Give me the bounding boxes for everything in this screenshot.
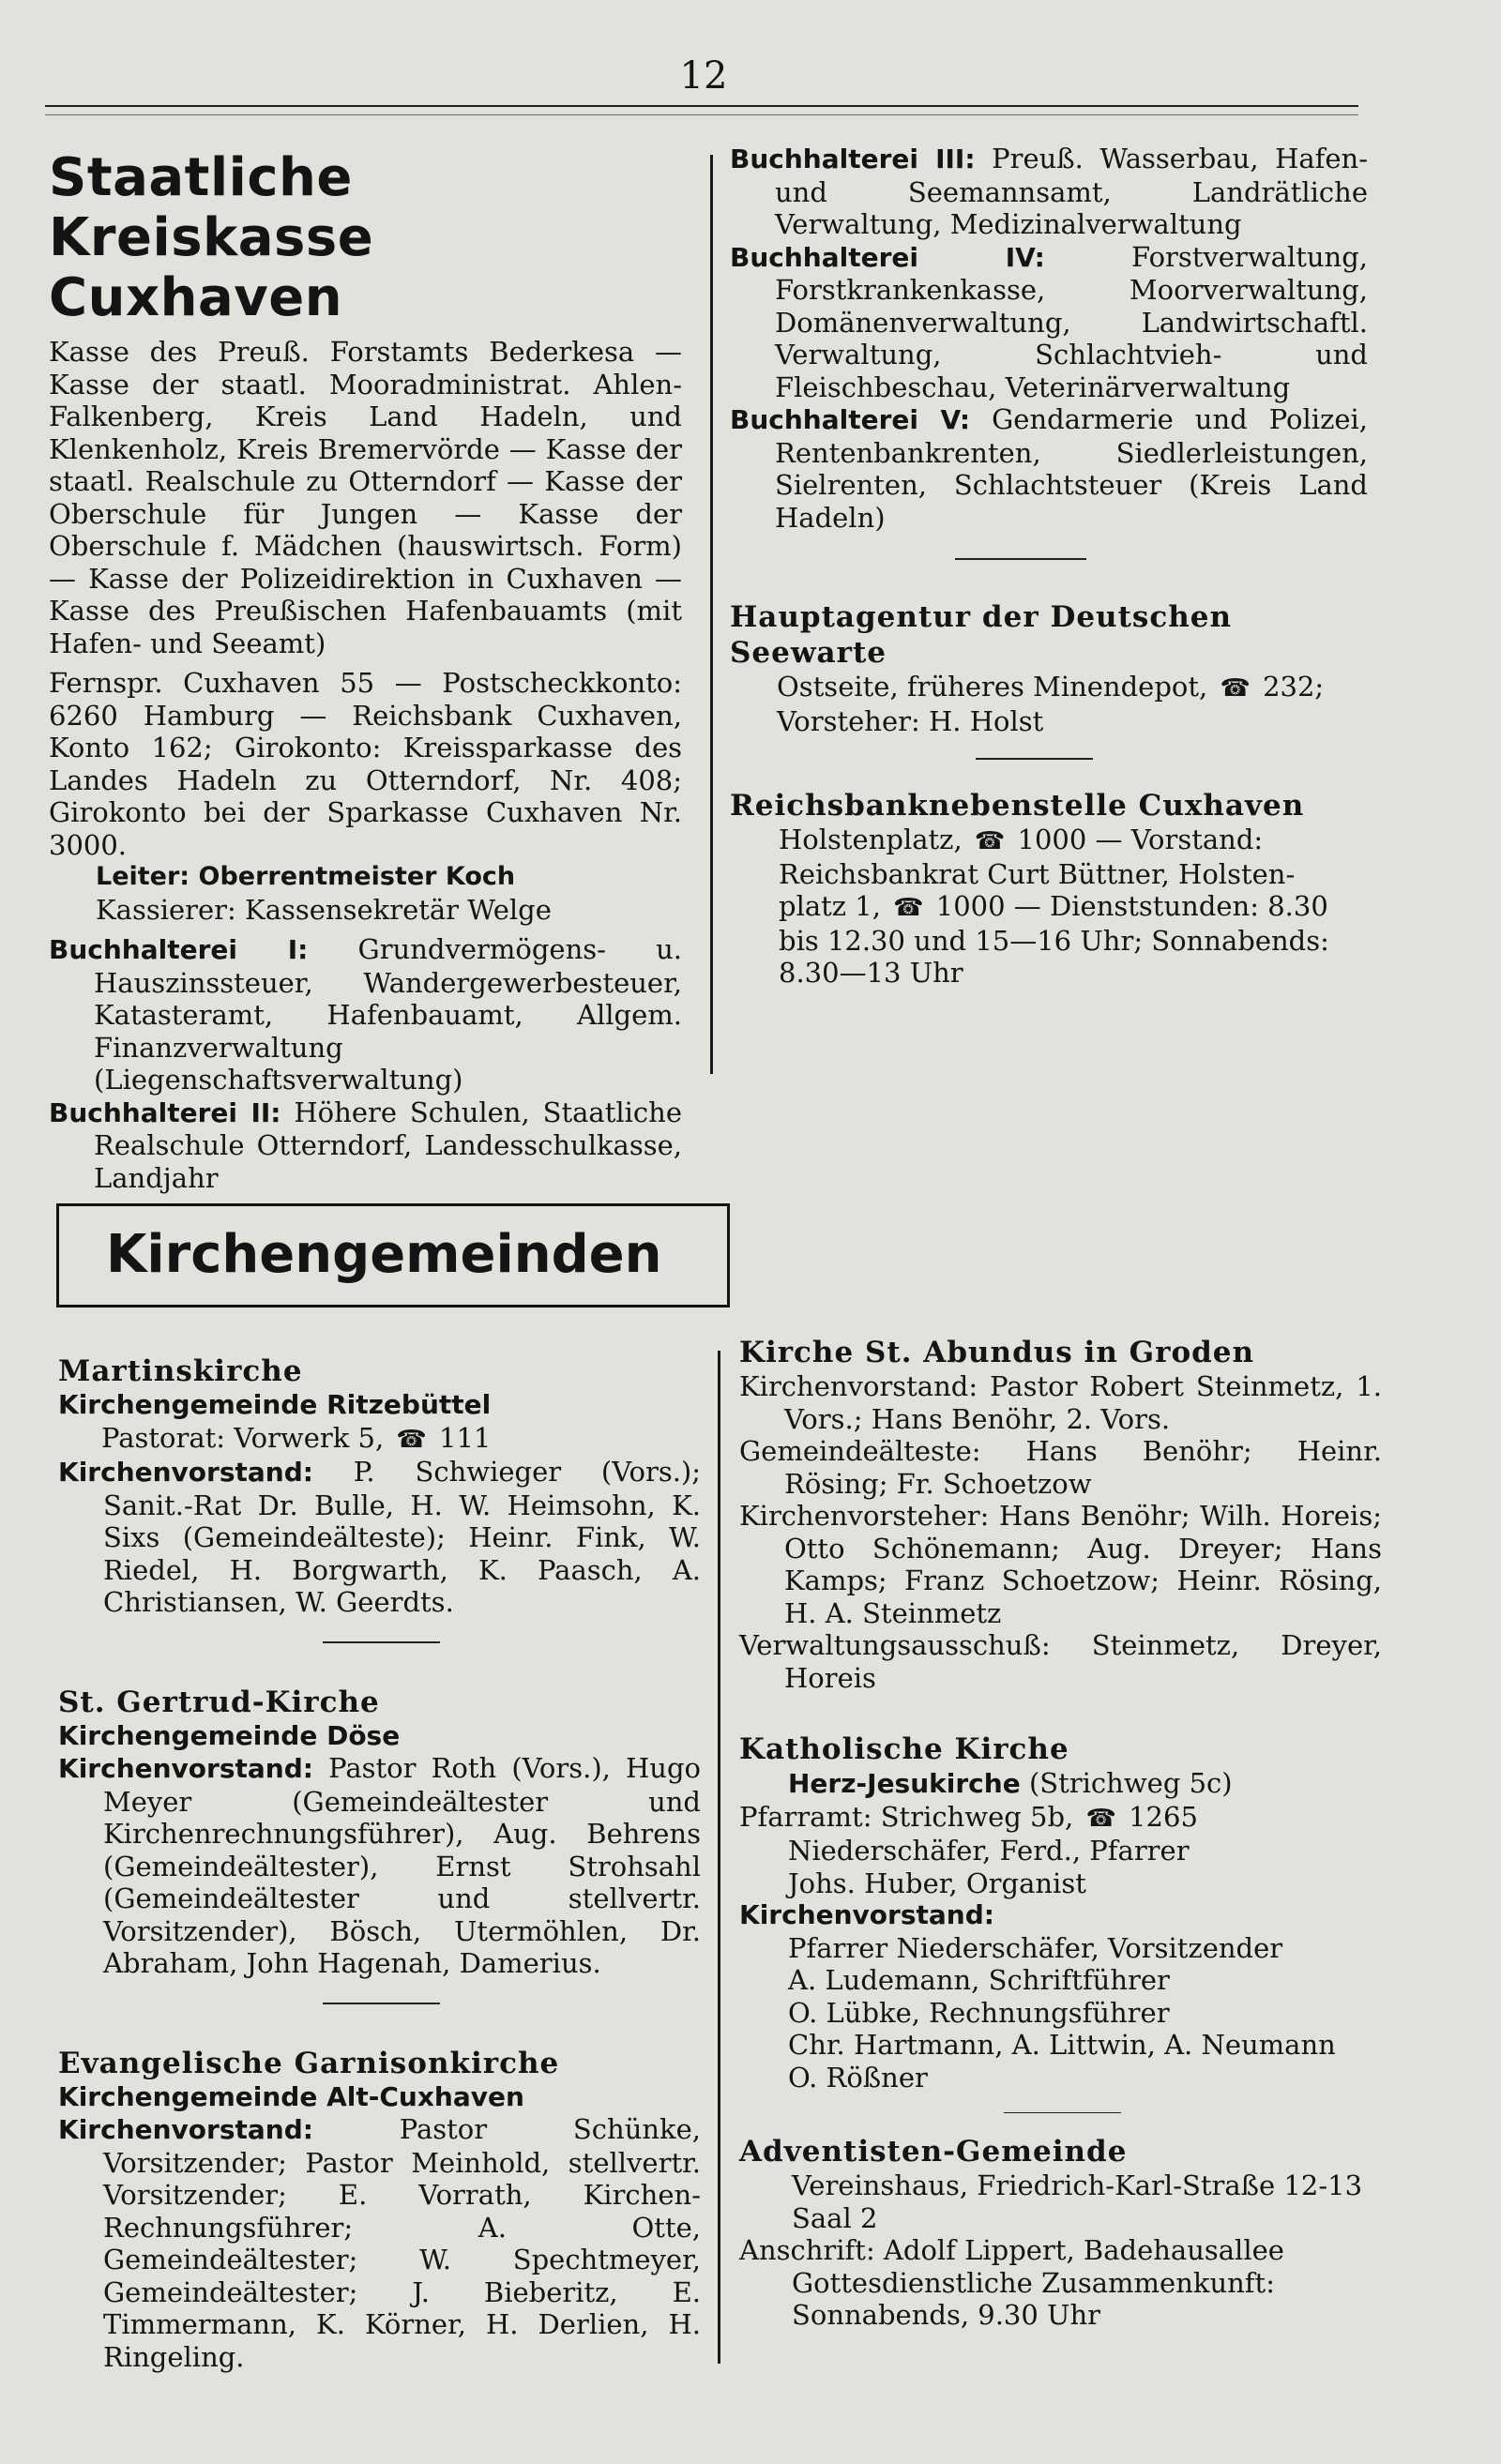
- churches-right: [739, 1335, 1382, 2332]
- reichsbank-address: Holstenplatz,: [779, 824, 963, 855]
- page-number: 12: [679, 54, 728, 98]
- katholisch-title: Katholische Kirche: [739, 1732, 1069, 1766]
- buchhalterei-1-label: Buchhalterei I:: [49, 934, 309, 965]
- seewarte-line2: Vorsteher: H. Holst: [777, 704, 1044, 737]
- telephone-icon: ☎: [974, 827, 1006, 855]
- advent-line2: Saal 2: [792, 2201, 878, 2234]
- kreiskasse-intro: Kasse des Preuß. Forstamts Bederkesa — Kasse der staatl. Mooradministrat. Ahlen-Falkenberg, Kreis Land Hadeln, und Klenkenholz, Kreis Bremervörde — Kasse der staatl. Realschule zu Otterndorf — Kasse der Oberschule für Jungen — Kasse der Oberschule f. Mädchen (hauswirtsch. Form) — Kasse der Polizeidirektion in Cuxhaven — Kasse des Preußischen Hafenbauamts (mit Hafen- und Seeamt): [49, 336, 682, 659]
- martinskirche-gemeinde: Kirchengemeinde Ritzebüttel: [58, 1389, 492, 1420]
- garnison-vorstand-text: Pastor Schünke, Vorsitzender; Pastor Meinhold, stellvertr. Vorsitzender; E. Vorrath, Kirchen-Rechnungsführer; A. Otte, Gemeindeältester; W. Spechtmeyer, Gemeindeältester; J. Bieberitz, E. Timmermann, K. Körner, H. Derlien, H. Ringeling.: [103, 2113, 701, 2373]
- header-rule: [45, 105, 1358, 107]
- seewarte-title: Hauptagentur der Deutschen Seewarte: [730, 600, 1233, 670]
- martinskirche-vorstand-text: P. Schwieger (Vors.); Sanit.-Rat Dr. Bulle, H. W. Heimsohn, K. Sixs (Gemeindeälteste); Heinr. Fink, W. Riedel, H. Borgwarth, K. Paasch, A. Christiansen, W. Geerdts.: [103, 1456, 702, 1618]
- martinskirche-vorstand: [58, 1456, 701, 1619]
- katholisch-pfarrer: Niederschäfer, Ferd., Pfarrer: [788, 1835, 1190, 1867]
- abundus-vorstand: Kirchenvorstand: Pastor Robert Steinmetz, 1. Vors.; Hans Benöhr, 2. Vors.: [739, 1370, 1382, 1435]
- reichsbank-title: Reichsbanknebenstelle Cuxhaven: [730, 789, 1305, 823]
- buchhalterei-3-text: Preuß. Wasserbau, Hafen- und Seemannsamt, Landrätliche Verwaltung, Medizinalverwaltung: [775, 143, 1369, 240]
- katholisch-organist: Johs. Huber, Organist: [788, 1867, 1086, 1899]
- buchhalterei-2: [49, 1096, 682, 1195]
- reichsbank-phone-vorstand: 1000 — Vorstand:: [1017, 824, 1264, 855]
- buchhalterei-2-text: Höhere Schulen, Staatliche Realschule Otterndorf, Landesschulkasse, Landjahr: [94, 1096, 682, 1194]
- katholisch-pfarramt-address: Pfarramt: Strichweg 5b,: [739, 1800, 1074, 1833]
- katholisch-vorstand-label: Kirchenvorstand:: [739, 1899, 994, 1930]
- katholisch-sub: [739, 1767, 1382, 1801]
- katholisch-vorstand-2: A. Ludemann, Schriftführer: [788, 1964, 1170, 1996]
- advent-line4: Gottesdienstliche Zusammenkunft: Sonnabends, 9.30 Uhr: [792, 2266, 1275, 2331]
- katholisch-vorstand-5: O. Rößner: [788, 2061, 928, 2094]
- seewarte-phone: 232;: [1263, 671, 1325, 703]
- kreiskasse-contact: Fernspr. Cuxhaven 55 — Postscheckkonto: 6260 Hamburg — Reichsbank Cuxhaven, Konto 162; Girokonto: Kreissparkasse des Landes Hadeln zu Otterndorf, Nr. 408; Girokonto bei der Sparkasse Cuxhaven Nr. 3000.: [49, 667, 682, 861]
- telephone-icon: ☎: [1220, 674, 1251, 703]
- gertrud-gemeinde: Kirchengemeinde Döse: [58, 1719, 401, 1751]
- kreiskasse-section: [49, 148, 682, 1194]
- katholisch-vorstand-3: O. Lübke, Rechnungsführer: [788, 1996, 1170, 2029]
- header-rule-thin: [45, 114, 1358, 115]
- abundus-vorsteher: Kirchenvorsteher: Hans Benöhr; Wilh. Horeis; Otto Schönemann; Aug. Dreyer; Hans Kamps; Franz Schoetzow; Heinr. Rösing, H. A. Steinmetz: [739, 1500, 1382, 1629]
- buchhalterei-1-text: Grundvermögens- u. Hauszinssteuer, Wandergewerbesteuer, Katasteramt, Hafenbauamt, Allgem. Finanzverwaltung (Liegenschaftsverwaltung): [94, 933, 683, 1096]
- buchhalterei-4-label: Buchhalterei IV:: [730, 241, 1045, 273]
- telephone-icon: ☎: [893, 894, 924, 922]
- garnison-vorstand: [58, 2113, 701, 2373]
- telephone-icon: ☎: [1085, 1804, 1116, 1833]
- buchhalterei-4: [730, 241, 1368, 404]
- garnison-vorstand-label: Kirchenvorstand:: [58, 2114, 313, 2145]
- kirchengemeinden-box: [56, 1203, 730, 1308]
- gertrud-vorstand-text: Pastor Roth (Vors.), Hugo Meyer (Gemeindeältester und Kirchenrechnungsführer), Aug. Behrens (Gemeindeältester), Ernst Strohsahl (Gemeindeältester und stellvertr. Vorsitzender), Bösch, Utermöhlen, Dr. Abraham, John Hagenah, Damerius.: [103, 1752, 701, 1979]
- advent-line3: Anschrift: Adolf Lippert, Badehausallee: [739, 2234, 1284, 2266]
- gertrud-vorstand: [58, 1752, 701, 1980]
- column-divider-bottom: [718, 1351, 720, 2364]
- kreiskasse-leiter: Leiter: Oberrentmeister Koch: [96, 862, 516, 891]
- gertrud-title: St. Gertrud-Kirche: [58, 1685, 380, 1719]
- advent-title: Adventisten-Gemeinde: [739, 2135, 1128, 2169]
- katholisch-sub-name: Herz-Jesukirche: [788, 1768, 1021, 1799]
- garnison-title: Evangelische Garnisonkirche: [58, 2046, 560, 2080]
- buchhalterei-3-label: Buchhalterei III:: [730, 144, 976, 174]
- gertrud-vorstand-label: Kirchenvorstand:: [58, 1753, 313, 1784]
- buchhalterei-1: [49, 933, 682, 1096]
- katholisch-phone: 1265: [1129, 1800, 1198, 1833]
- reichsbank-address2: platz 1,: [779, 890, 881, 922]
- katholisch-pfarramt: [739, 1801, 1382, 1836]
- buchhalterei-4-text: Forstverwaltung, Forstkrankenkasse, Moorverwaltung, Domänenverwaltung, Landwirtschaftl. Verwaltung, Schlachtvieh- und Fleischbeschau, Veterinärverwaltung: [775, 240, 1369, 403]
- kirchengemeinden-title: Kirchengemeinden: [106, 1224, 662, 1285]
- reichsbank-hours: 1000 — Dienststunden: 8.30: [935, 890, 1328, 922]
- katholisch-vorstand-4: Chr. Hartmann, A. Littwin, A. Neumann: [788, 2029, 1336, 2061]
- reichsbank-line1: [779, 824, 1368, 858]
- kreiskasse-title: Staatliche Kreiskasse Cuxhaven: [49, 147, 374, 328]
- seewarte-address: Ostseite, früheres Minendepot,: [777, 671, 1208, 703]
- abundus-ausschuss: Verwaltungsausschuß: Steinmetz, Dreyer, Horeis: [739, 1629, 1382, 1694]
- martinskirche-pastorat: [58, 1422, 701, 1457]
- seewarte-line1: [730, 671, 1368, 705]
- buchhalterei-3: [730, 143, 1368, 241]
- kreiskasse-continued: [730, 143, 1368, 990]
- reichsbank-line5: 8.30—13 Uhr: [779, 957, 963, 989]
- katholisch-vorstand-1: Pfarrer Niederschäfer, Vorsitzender: [788, 1931, 1283, 1964]
- katholisch-sub-address: (Strichweg 5c): [1028, 1767, 1233, 1799]
- buchhalterei-2-label: Buchhalterei II:: [49, 1096, 281, 1128]
- garnison-gemeinde: Kirchengemeinde Alt-Cuxhaven: [58, 2080, 524, 2112]
- buchhalterei-5: [730, 403, 1368, 534]
- martinskirche-address: Pastorat: Vorwerk 5,: [101, 1421, 385, 1454]
- martinskirche-title: Martinskirche: [58, 1354, 303, 1388]
- martinskirche-vorstand-label: Kirchenvorstand:: [58, 1457, 313, 1488]
- kreiskasse-kassierer: Kassierer: Kassensekretär Welge: [96, 893, 552, 926]
- reichsbank-line2: Reichsbankrat Curt Büttner, Holsten-: [779, 857, 1296, 890]
- reichsbank-line3: [779, 890, 1368, 925]
- buchhalterei-5-label: Buchhalterei V:: [730, 404, 971, 435]
- abundus-title: Kirche St. Abundus in Groden: [739, 1336, 1255, 1369]
- advent-line1: Vereinshaus, Friedrich-Karl-Straße 12-13: [792, 2169, 1363, 2201]
- reichsbank-line4: bis 12.30 und 15—16 Uhr; Sonnabends:: [779, 924, 1329, 957]
- churches-left: [58, 1353, 701, 2373]
- buchhalterei-5-text: Gendarmerie und Polizei, Rentenbankrenten, Siedlerleistungen, Sielrenten, Schlachtsteuer (Kreis Land Hadeln): [775, 403, 1368, 534]
- martinskirche-phone: 111: [439, 1421, 492, 1454]
- abundus-aelteste: Gemeindeälteste: Hans Benöhr; Heinr. Rösing; Fr. Schoetzow: [739, 1435, 1382, 1500]
- telephone-icon: ☎: [396, 1425, 427, 1454]
- column-divider-top: [710, 155, 713, 1074]
